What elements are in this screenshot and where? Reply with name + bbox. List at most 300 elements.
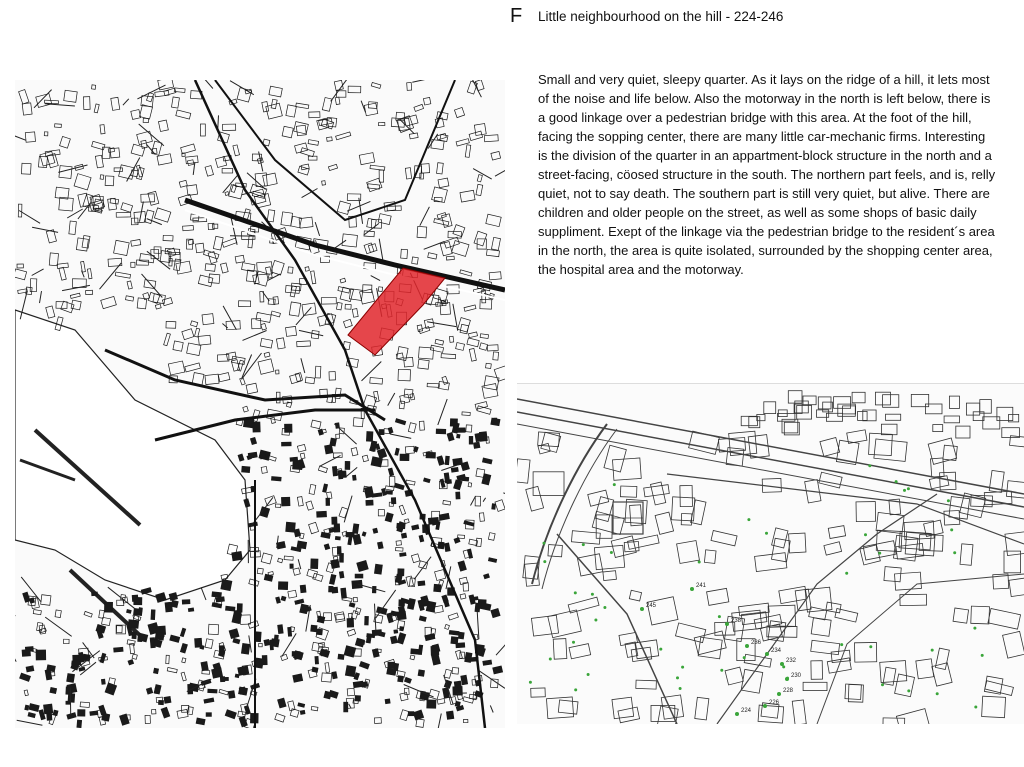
city-block	[84, 611, 92, 617]
city-block	[467, 338, 479, 347]
city-block	[391, 611, 397, 616]
ramp	[542, 429, 617, 589]
survey-marker	[603, 606, 606, 609]
street	[471, 496, 476, 505]
section-title: Little neighbourhood on the hill - 224-246	[538, 9, 784, 24]
city-block	[145, 715, 150, 723]
survey-point-label: 224	[741, 708, 752, 714]
city-block	[202, 314, 214, 325]
city-block	[362, 455, 368, 462]
building	[695, 697, 709, 720]
city-block	[293, 568, 300, 575]
city-block	[44, 704, 53, 714]
city-block	[332, 587, 338, 593]
city-block	[480, 334, 488, 339]
building	[834, 397, 851, 409]
street	[32, 269, 44, 276]
city-block	[394, 630, 398, 634]
city-block	[278, 625, 284, 634]
city-block	[132, 654, 137, 659]
city-block	[464, 305, 476, 311]
city-block	[479, 343, 487, 351]
building	[741, 669, 763, 693]
building	[985, 681, 1014, 696]
city-block	[187, 707, 193, 715]
city-block	[300, 453, 305, 459]
city-block	[92, 141, 105, 150]
city-block	[22, 650, 31, 657]
city-block	[250, 437, 256, 444]
city-block	[276, 597, 281, 603]
city-block	[196, 718, 205, 725]
city-block	[321, 673, 331, 682]
city-block	[444, 237, 459, 248]
survey-marker	[840, 643, 843, 646]
city-block	[275, 504, 280, 507]
building	[531, 615, 558, 636]
building	[828, 526, 845, 539]
city-block	[297, 341, 311, 347]
city-block	[271, 99, 277, 108]
survey-marker	[698, 561, 701, 564]
city-block	[64, 639, 70, 643]
city-block	[208, 689, 217, 693]
survey-points	[529, 464, 984, 716]
street	[15, 130, 26, 141]
city-block	[447, 480, 452, 484]
city-block	[336, 434, 340, 438]
building	[711, 530, 737, 545]
city-block	[405, 446, 414, 453]
city-block	[456, 342, 465, 350]
city-block	[316, 629, 322, 635]
city-block	[318, 466, 327, 473]
city-block	[407, 83, 412, 91]
city-block	[491, 608, 500, 617]
city-block	[276, 370, 279, 374]
city-block	[15, 269, 27, 280]
city-block	[297, 497, 303, 507]
street	[19, 211, 40, 224]
city-block	[24, 690, 28, 696]
city-block	[374, 718, 381, 724]
city-block	[161, 707, 170, 718]
city-block	[474, 124, 486, 136]
city-block	[253, 422, 261, 432]
detail-map-drawing	[517, 384, 1024, 724]
city-block	[36, 650, 46, 660]
survey-point-label: 228	[783, 688, 794, 694]
city-block	[488, 533, 495, 541]
building	[953, 608, 969, 623]
building	[824, 542, 842, 555]
city-block	[399, 401, 404, 409]
city-block	[426, 452, 435, 458]
city-block	[114, 647, 124, 652]
city-block	[452, 241, 469, 257]
street	[62, 285, 90, 290]
city-block	[484, 574, 490, 579]
city-block	[237, 88, 251, 102]
city-block	[398, 569, 404, 576]
city-block	[446, 711, 453, 719]
city-block	[419, 535, 424, 542]
building	[854, 642, 876, 662]
city-block	[165, 602, 173, 612]
city-block	[286, 326, 297, 336]
city-block	[221, 677, 228, 680]
city-block	[419, 347, 434, 359]
city-block	[143, 118, 148, 122]
city-block	[398, 606, 404, 612]
building	[856, 502, 876, 522]
city-block	[396, 547, 404, 551]
building	[675, 623, 705, 643]
city-block	[219, 689, 228, 695]
city-block	[205, 264, 215, 272]
city-block	[29, 704, 39, 712]
city-block	[263, 173, 278, 186]
building	[739, 603, 770, 616]
building	[618, 707, 640, 723]
city-block	[243, 406, 249, 412]
city-block	[288, 590, 297, 598]
city-block	[259, 643, 263, 646]
city-block	[449, 336, 453, 342]
city-block	[411, 554, 420, 563]
city-block	[216, 597, 225, 602]
city-block	[213, 224, 218, 228]
building	[820, 437, 840, 456]
city-block	[198, 335, 211, 345]
city-block	[475, 496, 480, 506]
city-block	[339, 471, 347, 478]
building	[533, 472, 564, 496]
survey-marker	[591, 593, 594, 596]
city-block	[306, 501, 314, 510]
city-block	[419, 616, 426, 622]
city-block	[131, 109, 141, 119]
city-block	[180, 643, 187, 653]
survey-marker	[610, 551, 613, 554]
survey-point	[640, 607, 644, 611]
city-block	[418, 359, 429, 369]
building	[771, 538, 790, 562]
city-block	[179, 180, 187, 187]
street	[388, 393, 395, 406]
building	[538, 443, 550, 454]
main-road	[195, 80, 485, 728]
city-block	[22, 103, 32, 115]
city-block	[365, 616, 369, 625]
city-block	[329, 372, 335, 381]
city-block	[297, 541, 307, 549]
city-block	[462, 412, 470, 416]
building	[1009, 578, 1024, 596]
city-block	[261, 466, 267, 473]
building	[1003, 631, 1024, 658]
city-block	[125, 296, 133, 301]
city-block	[377, 542, 383, 549]
city-block	[475, 80, 484, 91]
building	[725, 667, 743, 685]
building	[612, 458, 641, 480]
building	[631, 647, 652, 661]
city-block	[311, 706, 318, 710]
city-block	[222, 169, 233, 174]
city-block	[408, 423, 416, 433]
city-block	[460, 270, 472, 276]
city-block	[100, 175, 104, 180]
city-block	[396, 541, 401, 546]
city-block	[388, 427, 393, 433]
city-block	[324, 544, 330, 550]
city-block	[447, 432, 454, 441]
city-block	[317, 511, 327, 517]
city-block	[239, 716, 247, 727]
building	[624, 541, 639, 551]
building	[792, 700, 806, 724]
city-block	[219, 646, 224, 652]
city-block	[293, 674, 303, 682]
building	[595, 497, 614, 522]
street	[496, 635, 505, 656]
survey-marker	[594, 619, 597, 622]
city-block	[233, 145, 240, 156]
city-block	[81, 261, 86, 272]
city-block	[329, 574, 336, 584]
city-block	[67, 684, 77, 694]
survey-marker	[613, 483, 616, 486]
city-block	[388, 662, 394, 668]
city-block	[187, 185, 198, 196]
city-block	[204, 698, 214, 703]
city-block	[33, 610, 41, 615]
city-block	[461, 462, 470, 471]
city-block	[359, 661, 369, 669]
city-block	[69, 221, 77, 234]
city-block	[455, 650, 462, 659]
building	[625, 499, 647, 523]
city-block	[196, 243, 205, 253]
city-block	[309, 484, 316, 494]
survey-marker	[574, 591, 577, 594]
survey-marker	[903, 489, 906, 492]
city-block	[332, 466, 337, 476]
street	[479, 670, 505, 688]
building	[647, 597, 678, 625]
survey-marker	[587, 673, 590, 676]
city-block	[128, 660, 134, 665]
city-block	[322, 181, 326, 186]
building	[569, 644, 591, 659]
building	[672, 497, 695, 521]
city-block	[281, 596, 286, 601]
city-block	[476, 184, 483, 195]
city-block	[134, 615, 141, 620]
building	[811, 618, 831, 637]
city-block	[255, 632, 261, 642]
city-block	[404, 677, 411, 683]
city-block	[460, 324, 469, 333]
city-block	[493, 352, 499, 360]
city-block	[312, 667, 318, 672]
street	[45, 104, 75, 106]
city-block	[71, 300, 81, 310]
city-block	[336, 302, 342, 309]
city-block	[417, 226, 427, 238]
city-block	[233, 638, 240, 643]
building	[988, 608, 1021, 629]
city-block	[454, 480, 463, 490]
city-block	[448, 613, 458, 620]
street	[503, 493, 505, 499]
building	[681, 513, 692, 525]
building	[956, 426, 970, 438]
city-block	[366, 500, 373, 505]
survey-point-label: 238	[731, 618, 742, 624]
city-block	[271, 260, 284, 275]
city-block	[311, 625, 317, 632]
building	[900, 594, 927, 605]
city-block	[332, 517, 337, 524]
city-block	[459, 577, 467, 584]
city-block	[421, 164, 429, 174]
city-block	[164, 333, 171, 346]
building	[883, 718, 905, 724]
city-block	[431, 654, 440, 665]
survey-marker	[676, 676, 679, 679]
building	[777, 414, 795, 422]
city-block	[351, 448, 358, 456]
survey-marker	[765, 532, 768, 535]
city-block	[337, 547, 341, 555]
city-block	[208, 624, 218, 634]
city-block	[338, 654, 344, 659]
city-block	[59, 197, 74, 211]
building	[629, 590, 641, 601]
building	[869, 433, 893, 455]
city-block	[92, 592, 98, 596]
building	[594, 545, 624, 569]
city-block	[443, 597, 450, 607]
city-block	[413, 710, 423, 720]
city-block	[80, 702, 89, 708]
city-block	[104, 602, 112, 612]
city-block	[278, 582, 287, 590]
city-block	[200, 645, 204, 649]
city-block	[347, 629, 356, 636]
city-block	[438, 178, 449, 188]
city-block	[460, 594, 466, 600]
building	[925, 404, 942, 414]
city-block	[397, 611, 406, 620]
city-block	[419, 421, 424, 430]
city-block	[364, 103, 378, 116]
survey-marker	[549, 658, 552, 661]
city-block	[282, 442, 292, 446]
building	[980, 400, 992, 414]
building	[755, 553, 787, 572]
survey-point-label: 232	[786, 658, 797, 664]
road	[557, 534, 677, 724]
city-block	[315, 656, 319, 664]
survey-marker	[947, 499, 950, 502]
city-block	[397, 633, 406, 644]
city-block	[105, 683, 117, 695]
city-block	[353, 418, 363, 427]
city-block	[99, 610, 105, 618]
city-block	[400, 553, 407, 557]
city-block	[335, 536, 340, 540]
city-block	[290, 709, 299, 718]
city-block	[448, 231, 461, 238]
street	[473, 169, 492, 180]
city-block	[225, 710, 236, 719]
city-block	[440, 479, 445, 488]
building	[698, 637, 722, 659]
city-block	[255, 658, 264, 668]
city-block	[469, 348, 476, 361]
city-block	[300, 710, 305, 714]
city-block	[465, 145, 471, 158]
city-block	[463, 697, 474, 703]
city-block	[345, 304, 351, 309]
street	[320, 455, 341, 466]
city-block	[482, 290, 486, 303]
city-block	[494, 365, 505, 381]
city-block	[155, 91, 169, 97]
city-block	[53, 710, 58, 716]
motorway	[517, 424, 1024, 519]
survey-point	[780, 662, 784, 666]
city-block	[168, 361, 185, 375]
city-block	[105, 176, 114, 186]
city-block	[325, 663, 330, 673]
street	[301, 358, 305, 373]
city-block	[337, 201, 350, 214]
city-block	[452, 667, 459, 674]
building	[847, 430, 867, 444]
city-block	[427, 383, 439, 387]
city-block	[486, 249, 499, 256]
building	[894, 572, 921, 590]
city-block	[311, 271, 316, 284]
city-block	[248, 522, 257, 527]
street	[32, 227, 58, 232]
survey-point	[765, 652, 769, 656]
city-block	[60, 136, 71, 148]
city-block	[491, 151, 501, 160]
city-block	[477, 175, 482, 182]
city-block	[110, 148, 120, 158]
city-block	[203, 250, 218, 259]
city-block	[408, 712, 414, 716]
city-block	[41, 595, 51, 606]
city-block	[434, 584, 441, 592]
city-block	[288, 627, 292, 636]
city-block	[400, 710, 409, 721]
city-block	[342, 234, 357, 247]
city-block	[221, 579, 232, 590]
city-block	[198, 275, 213, 286]
city-block	[273, 297, 279, 305]
city-block	[228, 691, 235, 699]
city-block	[189, 683, 199, 692]
survey-marker	[747, 518, 750, 521]
building	[517, 459, 530, 483]
city-block	[436, 429, 446, 434]
